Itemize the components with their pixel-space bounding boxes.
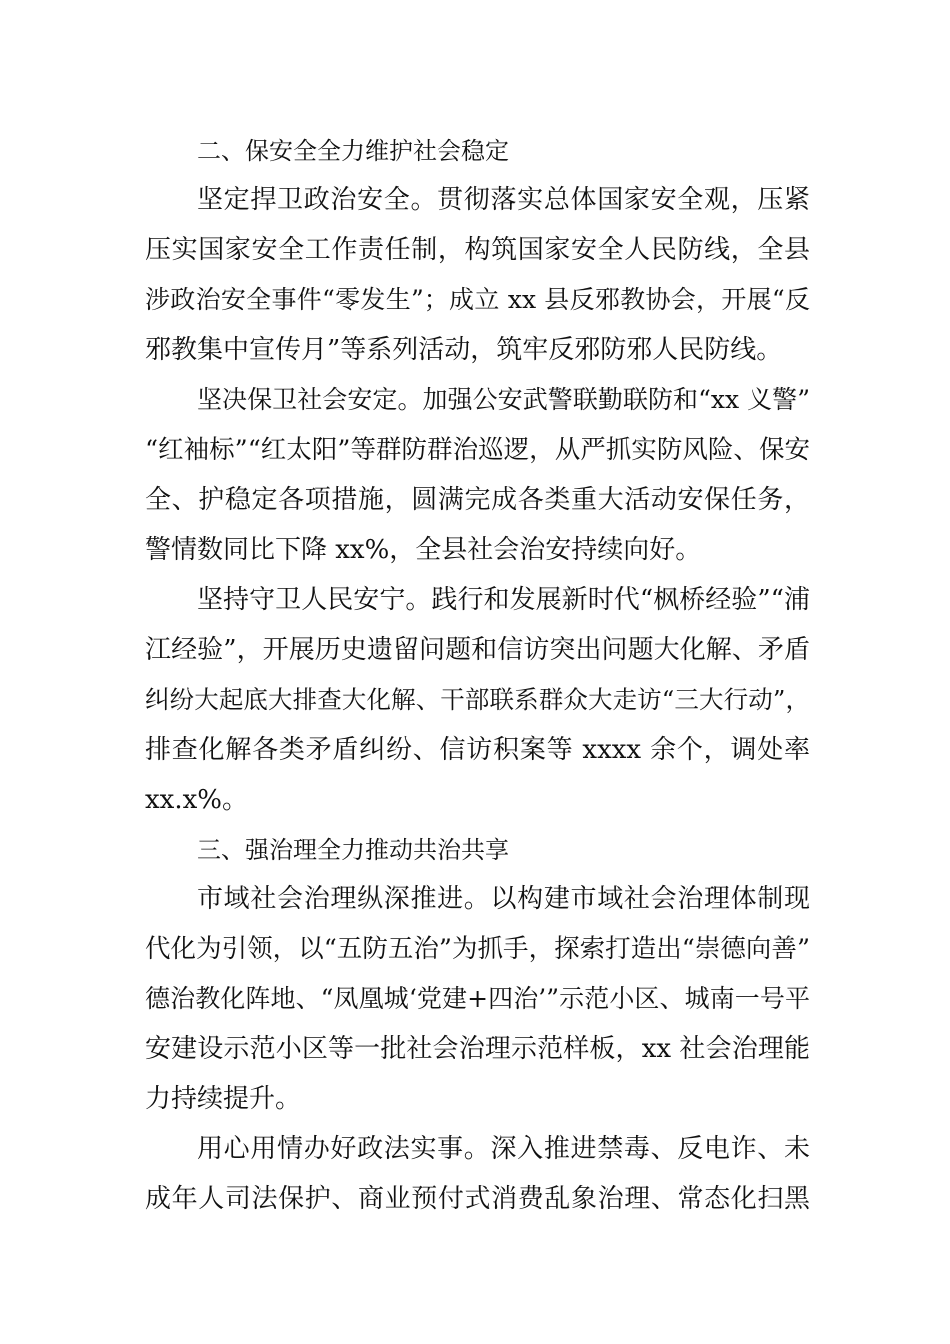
paragraph-line: 安建设示范小区等一批社会治理示范样板，xx 社会治理能 <box>145 1034 810 1064</box>
paragraph-line: 德治教化阵地、“凤凰城‘党建+四治’”示范小区、城南一号平 <box>145 984 810 1013</box>
paragraph-line: 力持续提升。 <box>145 1084 302 1114</box>
paragraph-line: 成年人司法保护、商业预付式消费乱象治理、常态化扫黑 <box>145 1184 810 1214</box>
paragraph-line: 邪教集中宣传月”等系列活动，筑牢反邪防邪人民防线。 <box>145 335 783 365</box>
paragraph-line: “红袖标”“红太阳”等群防群治巡逻，从严抓实防风险、保安 <box>145 435 810 465</box>
section-heading: 三、强治理全力推动共治共享 <box>197 836 509 864</box>
paragraph-line: 代化为引领，以“五防五治”为抓手，探索打造出“崇德向善” <box>145 934 810 964</box>
paragraph-line: 坚持守卫人民安宁。践行和发展新时代“枫桥经验”“浦 <box>197 585 810 615</box>
paragraph-line: 排查化解各类矛盾纠纷、信访积案等 xxxx 余个，调处率 <box>145 735 810 765</box>
paragraph-line: 压实国家安全工作责任制，构筑国家安全人民防线，全县 <box>145 235 810 265</box>
paragraph-line: 坚定捍卫政治安全。贯彻落实总体国家安全观，压紧 <box>197 185 810 215</box>
paragraph-line: 警情数同比下降 xx%，全县社会治安持续向好。 <box>145 535 702 565</box>
section-heading: 二、保安全全力维护社会稳定 <box>197 137 509 165</box>
paragraph-line: xx.x%。 <box>145 785 248 815</box>
paragraph-line: 纠纷大起底大排查大化解、干部联系群众大走访“三大行动”， <box>145 685 810 714</box>
paragraph-line: 坚决保卫社会安定。加强公安武警联勤联防和“xx 义警” <box>197 385 810 414</box>
paragraph-line: 市域社会治理纵深推进。以构建市域社会治理体制现 <box>197 884 810 914</box>
paragraph-line: 江经验”，开展历史遗留问题和信访突出问题大化解、矛盾 <box>145 635 810 665</box>
paragraph-line: 用心用情办好政法实事。深入推进禁毒、反电诈、未 <box>197 1134 810 1164</box>
paragraph-line: 全、护稳定各项措施，圆满完成各类重大活动安保任务， <box>145 485 810 515</box>
paragraph-line: 涉政治安全事件“零发生”；成立 xx 县反邪教协会，开展“反 <box>145 285 810 314</box>
